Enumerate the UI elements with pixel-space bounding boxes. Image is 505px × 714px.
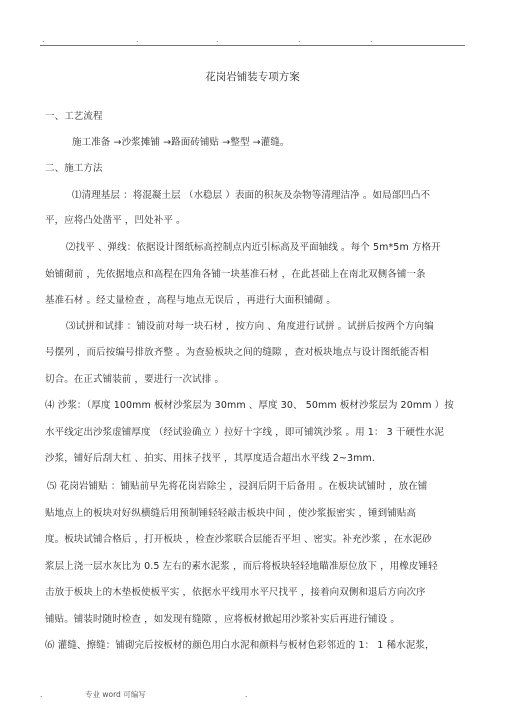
paragraph-line: 基准石材 。经丈量检查 ，高程与地点无误后 ，再进行大面积铺砌 。 [45,295,336,306]
paragraph-line: 平，应将凸处凿平 ，凹处补平 。 [45,215,186,226]
paragraph-line: ⑶试拼和试排 ：铺设前对每一块石材 ，按方向 、角度进行试拼 。试拼后按两个方向编 [66,321,434,332]
section-heading: 一、工艺流程 [45,111,103,122]
header-dot: . [298,35,301,44]
footer-text: 专业 word 可编写 [85,690,146,699]
header-dot: . [216,35,219,44]
section-heading: 二、施工方法 [45,163,103,174]
document-title: 花岗岩铺装专项方案 [205,71,300,83]
paragraph-line: ⑹ 灌缝、擦缝：铺砌完后按板材的颜色用白水泥和颜料与板材色彩邻近的 1： 1 稀水泥浆， [45,640,435,651]
paragraph-line: 水平线定出沙浆虚铺厚度 （经试验确立 ）拉好十字线 ，即可铺筑沙浆 。用 1： 3 干硬性水泥 [45,427,444,438]
header-dot: . [136,35,139,44]
paragraph-line: 铺贴。铺装时随时检查 ，如发现有缝隙 ，应将板材掀起用沙浆补实后再进行铺设 。 [45,614,400,625]
paragraph-line: 始铺砌前 ，先依据地点和高程在四角各铺一块基准石材 ，在此甚础上在南北双侧各铺一条 [45,269,426,280]
header-dots [40,36,465,44]
header-dot: . [42,35,45,44]
footer-dot: . [245,690,248,699]
paragraph-line: ⑸ 花岗岩铺贴 ：铺贴前早先将花岗岩除尘 ，浸润后阴干后备用 。在板块试铺时 ，放在铺 [47,481,428,492]
paragraph-line: 贴地点上的板块对好纵横缝后用预制锤轻轻敲击板块中间 ，使沙浆振密实 ，锤到铺贴高 [45,508,417,519]
paragraph-line: 沙浆，铺好后刮大杠 、拍实、用抹子找平 ，其厚度适合超出水平线 2~3mm. [45,453,375,464]
paragraph-line: ⑷ 沙浆：（厚度 100mm 板材沙浆层为 30mm 、厚度 30、 50mm 板材沙浆层为 20mm ）按 [45,400,454,411]
paragraph-line: 度。板块试铺合格后 ，打开板块 ，检查沙浆联合层能否平坦 、密实。补充沙浆 ，在水泥砂 [45,534,432,545]
paragraph-line: ⑵找平 、弹线：依据设计图纸标高控制点内近引标高及平面轴线 。每个 5m*5m 方格开 [66,242,441,253]
paragraph-line: ⑴清理基层 ：将混凝土层 （水稳层 ）表面的积灰及杂物等清理洁净 。如局部凹凸不 [72,190,431,201]
header-dot: . [370,35,373,44]
paragraph-line: 切合。在正式铺装前 ，要进行一次试排 。 [45,374,225,385]
paragraph-line: 击放于板块上的木垫板使板平实 ，依据水平线用水平尺找平 ，接着向双侧和退后方向次序 [45,587,426,598]
header-rule [40,45,465,46]
paragraph-line: 浆层上浇一层水灰比为 0.5 左右的素水泥浆 ，而后将板块轻轻地瞄准原位放下 ，用橡皮锤轻 [45,561,438,572]
paragraph-line: 施工准备 →沙浆摊铺 →路面砖铺贴 →整型 →灌缝。 [72,137,290,148]
footer-dot: . [40,690,43,699]
paragraph-line: 号摆列 ，而后按编号排放齐整 。为查验板块之间的缝隙 ，查对板块地点与设计图纸能否相 [45,347,429,358]
